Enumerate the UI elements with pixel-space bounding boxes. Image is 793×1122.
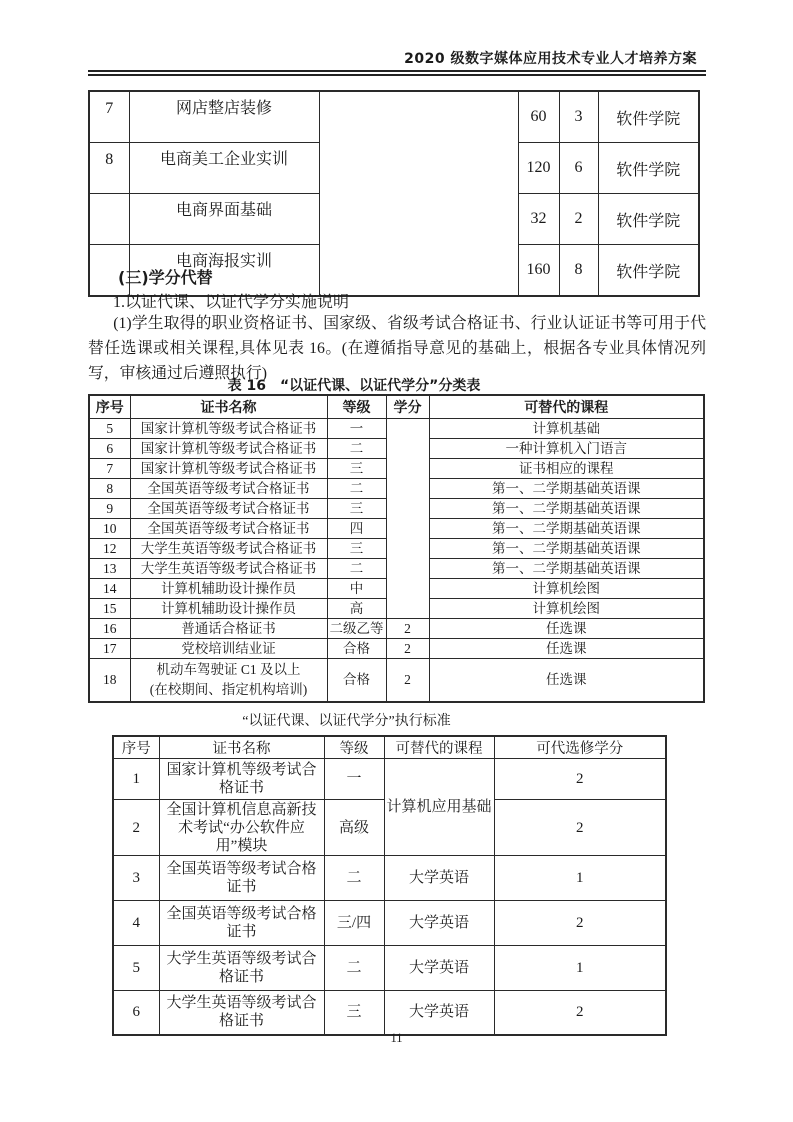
course-cell: 大学英语: [384, 856, 494, 901]
serial-cell: 15: [89, 599, 130, 619]
table-header-row: [113, 736, 666, 759]
cert-name-cell: 大学生英语等级考试合格证书: [159, 946, 324, 991]
level-cell: 二: [327, 479, 386, 499]
cert-name-cell: 国家计算机等级考试合格证书: [130, 419, 327, 439]
header-credit: 学分: [386, 395, 429, 419]
table16: [88, 394, 705, 703]
table-header-row: [89, 395, 704, 419]
section-heading: (三)学分代替: [118, 268, 213, 287]
table-row: [89, 91, 699, 143]
level-cell: 二: [324, 946, 384, 991]
level-cell: 四: [327, 519, 386, 539]
serial-cell: 17: [89, 639, 130, 659]
merged-course-cell: 计算机应用基础: [384, 759, 494, 856]
college-cell: 软件学院: [598, 194, 699, 245]
course-cell: 大学英语: [384, 991, 494, 1035]
table-row: [113, 991, 666, 1035]
level-cell: 高: [327, 599, 386, 619]
header-cert-name: 证书名称: [130, 395, 327, 419]
level-cell: 三/四: [324, 901, 384, 946]
cert-name-cell: 全国英语等级考试合格证书: [159, 901, 324, 946]
table-row: [113, 901, 666, 946]
table-row: [89, 639, 704, 659]
course-cell: 大学英语: [384, 901, 494, 946]
college-cell: 软件学院: [598, 91, 699, 143]
hours-cell: 32: [518, 194, 559, 245]
credit-cell: 1: [494, 946, 666, 991]
hours-cell: 60: [518, 91, 559, 143]
header-serial: 序号: [89, 395, 130, 419]
course-name-cell: 电商海报实训: [129, 245, 319, 297]
level-cell: 高级: [324, 800, 384, 856]
course-cell: 计算机绘图: [429, 599, 704, 619]
serial-cell: 2: [113, 800, 159, 856]
course-cell: 任选课: [429, 619, 704, 639]
course-cell: 任选课: [429, 639, 704, 659]
level-cell: 三: [327, 539, 386, 559]
college-cell: 软件学院: [598, 245, 699, 297]
course-name-cell: 网店整店装修: [129, 91, 319, 143]
credit-cell: 2: [494, 759, 666, 800]
section-subheading: 1.以证代课、以证代学分实施说明: [113, 294, 350, 311]
merged-credit-cell: [386, 419, 429, 619]
serial-cell: 12: [89, 539, 130, 559]
serial-cell: 10: [89, 519, 130, 539]
exec-standard-table: [112, 735, 667, 1036]
credit-cell: 2: [386, 659, 429, 703]
course-cell: 计算机基础: [429, 419, 704, 439]
cert-name-line1: 机动车驾驶证 C1 及以上: [156, 662, 301, 677]
cert-name-cell: 大学生英语等级考试合格证书: [159, 991, 324, 1035]
course-cell: 证书相应的课程: [429, 459, 704, 479]
serial-cell: 8: [89, 479, 130, 499]
serial-cell: 9: [89, 499, 130, 519]
credit-cell: 2: [494, 800, 666, 856]
level-cell: 二: [327, 439, 386, 459]
cert-name-cell: 大学生英语等级考试合格证书: [130, 559, 327, 579]
cert-name-cell: 党校培训结业证: [130, 639, 327, 659]
section-paragraph: (1)学生取得的职业资格证书、国家级、省级考试合格证书、行业认证证书等可用于代替任选课或相关课程,具体见表 16。(在遵循指导意见的基础上，根据各专业具体情况列写，审核通过后遵照执行): [88, 315, 706, 382]
cert-name-cell: 全国英语等级考试合格证书: [130, 479, 327, 499]
level-cell: 三: [327, 499, 386, 519]
hours-cell: 160: [518, 245, 559, 297]
credits-cell: 6: [559, 143, 598, 194]
page-number: 11: [390, 1031, 403, 1045]
header-credit: 可代选修学分: [494, 736, 666, 759]
cert-name-cell: 全国英语等级考试合格证书: [159, 856, 324, 901]
merged-empty-cell: [319, 91, 518, 296]
level-cell: 二级乙等: [327, 619, 386, 639]
credit-cell: 2: [494, 991, 666, 1035]
level-cell: 合格: [327, 639, 386, 659]
serial-cell: 13: [89, 559, 130, 579]
cert-name-cell: [130, 659, 327, 703]
level-cell: 二: [324, 856, 384, 901]
credits-cell: 8: [559, 245, 598, 297]
credit-cell: 2: [494, 901, 666, 946]
credits-cell: 2: [559, 194, 598, 245]
course-cell: 第一、二学期基础英语课: [429, 479, 704, 499]
level-cell: 中: [327, 579, 386, 599]
cert-name-cell: 全国计算机信息高新技术考试“办公软件应用”模块: [159, 800, 324, 856]
serial-cell: 7: [89, 91, 129, 143]
credit-cell: 1: [494, 856, 666, 901]
cert-name-cell: 国家计算机等级考试合格证书: [130, 459, 327, 479]
serial-cell: 18: [89, 659, 130, 703]
header-level: 等级: [327, 395, 386, 419]
header-serial: 序号: [113, 736, 159, 759]
header-course: 可替代的课程: [429, 395, 704, 419]
cert-name-cell: 全国英语等级考试合格证书: [130, 499, 327, 519]
serial-cell: [89, 194, 129, 245]
level-cell: 三: [327, 459, 386, 479]
table-row: [89, 419, 704, 439]
cert-name-cell: 普通话合格证书: [130, 619, 327, 639]
course-cell: 第一、二学期基础英语课: [429, 519, 704, 539]
level-cell: 三: [324, 991, 384, 1035]
table-row: [113, 856, 666, 901]
header-cert-name: 证书名称: [159, 736, 324, 759]
cert-name-line2: (在校期间、指定机构培训): [149, 682, 308, 697]
credit-cell: 2: [386, 639, 429, 659]
course-cell: 任选课: [429, 659, 704, 703]
serial-cell: 16: [89, 619, 130, 639]
serial-cell: 8: [89, 143, 129, 194]
exec-standard-title: “以证代课、以证代学分”执行标准: [242, 714, 451, 729]
cert-name-cell: 大学生英语等级考试合格证书: [130, 539, 327, 559]
table-row: [89, 619, 704, 639]
cert-name-cell: 国家计算机等级考试合格证书: [159, 759, 324, 800]
serial-cell: 3: [113, 856, 159, 901]
cert-name-cell: 计算机辅助设计操作员: [130, 599, 327, 619]
level-cell: 一: [327, 419, 386, 439]
credit-cell: 2: [386, 619, 429, 639]
table-row: [89, 659, 704, 703]
serial-cell: 1: [113, 759, 159, 800]
serial-cell: 5: [113, 946, 159, 991]
serial-cell: 6: [113, 991, 159, 1035]
credits-cell: 3: [559, 91, 598, 143]
serial-cell: 5: [89, 419, 130, 439]
course-cell: 第一、二学期基础英语课: [429, 499, 704, 519]
table-row: [113, 946, 666, 991]
level-cell: 合格: [327, 659, 386, 703]
cert-name-cell: 计算机辅助设计操作员: [130, 579, 327, 599]
level-cell: 一: [324, 759, 384, 800]
cert-name-cell: 全国英语等级考试合格证书: [130, 519, 327, 539]
serial-cell: 14: [89, 579, 130, 599]
serial-cell: 4: [113, 901, 159, 946]
course-cell: 计算机绘图: [429, 579, 704, 599]
header-double-rule: [88, 70, 706, 76]
course-cell: 第一、二学期基础英语课: [429, 539, 704, 559]
header-level: 等级: [324, 736, 384, 759]
table-row: [113, 759, 666, 800]
page-header-title: 2020 级数字媒体应用技术专业人才培养方案: [404, 51, 697, 67]
course-name-cell: 电商界面基础: [129, 194, 319, 245]
serial-cell: 6: [89, 439, 130, 459]
cert-name-cell: 国家计算机等级考试合格证书: [130, 439, 327, 459]
course-cell: 大学英语: [384, 946, 494, 991]
level-cell: 二: [327, 559, 386, 579]
table16-caption: 表 16 “以证代课、以证代学分”分类表: [227, 378, 481, 394]
header-course: 可替代的课程: [384, 736, 494, 759]
course-cell: 第一、二学期基础英语课: [429, 559, 704, 579]
course-cell: 一种计算机入门语言: [429, 439, 704, 459]
hours-cell: 120: [518, 143, 559, 194]
college-cell: 软件学院: [598, 143, 699, 194]
serial-cell: 7: [89, 459, 130, 479]
course-name-cell: 电商美工企业实训: [129, 143, 319, 194]
